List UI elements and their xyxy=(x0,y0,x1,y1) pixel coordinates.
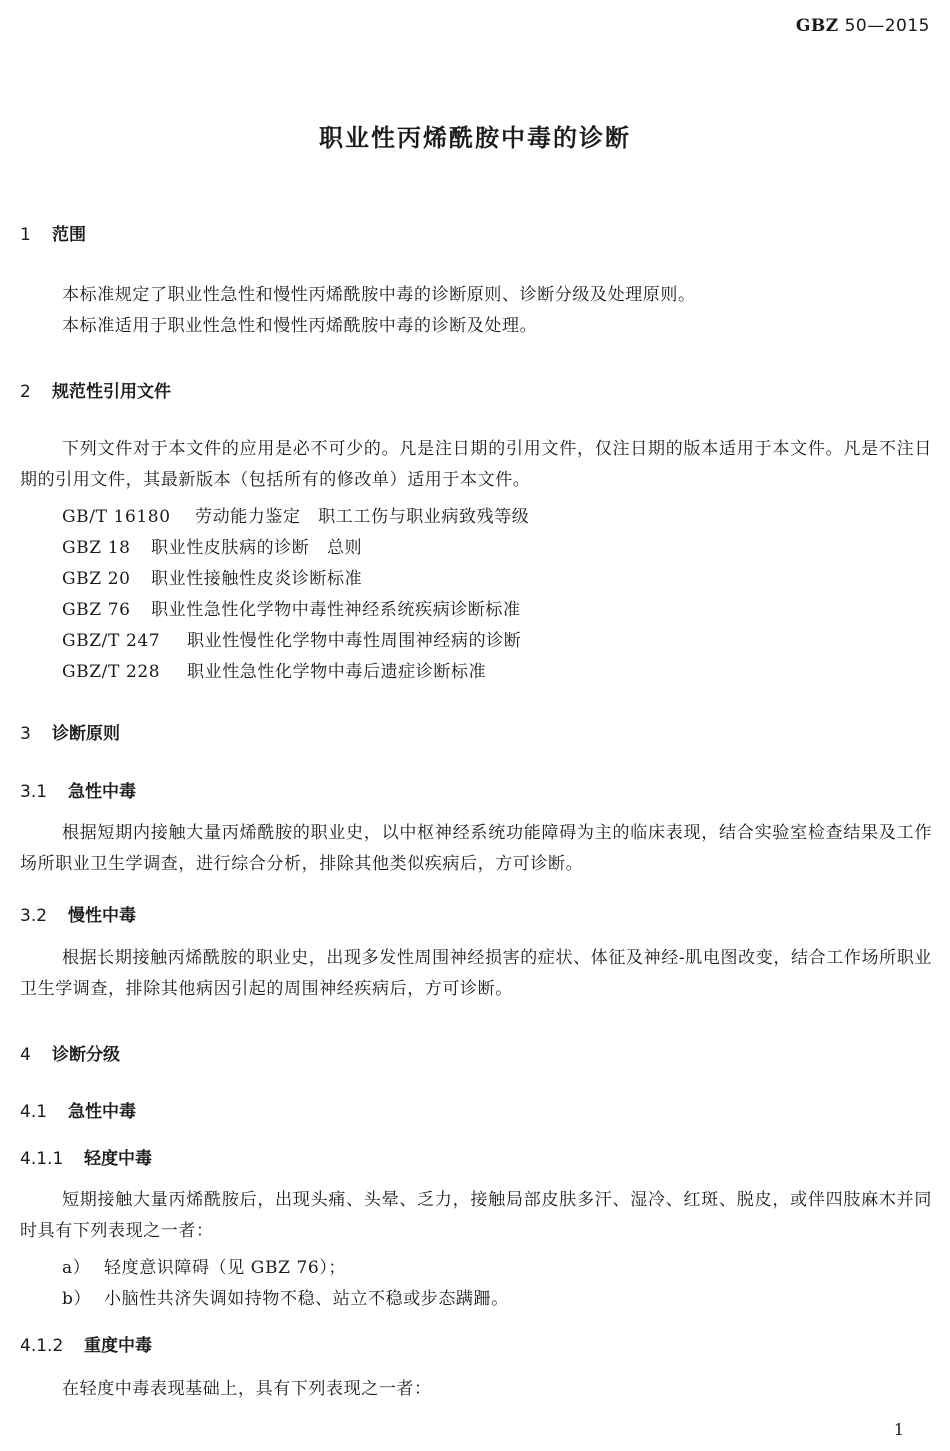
header-standard-code: GBZ xyxy=(795,16,839,36)
reference-item xyxy=(62,657,486,682)
reference-item xyxy=(62,502,529,527)
section-number: 4.1.2 xyxy=(20,1336,64,1356)
section-4-heading xyxy=(20,1040,120,1065)
section-3-heading xyxy=(20,719,120,744)
reference-code: GBZ 20 xyxy=(62,569,131,589)
list-item xyxy=(62,1284,509,1309)
section-number: 3 xyxy=(20,724,31,744)
list-text: 轻度意识障碍（见 GBZ 76）； xyxy=(104,1258,347,1278)
reference-code: GBZ/T 228 xyxy=(62,662,161,682)
section-number: 2 xyxy=(20,382,31,402)
subsection-3-1-heading xyxy=(20,777,136,802)
severe-poisoning-paragraph: 在轻度中毒表现基础上，具有下列表现之一者： xyxy=(62,1379,432,1399)
section-title: 重度中毒 xyxy=(84,1336,152,1356)
reference-title: 职业性皮肤病的诊断 总则 xyxy=(151,538,363,558)
section-number: 4 xyxy=(20,1045,31,1065)
section-number: 1 xyxy=(20,225,31,245)
subsection-4-1-1-heading xyxy=(20,1144,152,1169)
reference-item xyxy=(62,626,521,651)
reference-item xyxy=(62,564,362,589)
scope-paragraph-2: 本标准适用于职业性急性和慢性丙烯酰胺中毒的诊断及处理。 xyxy=(62,316,538,336)
section-title: 规范性引用文件 xyxy=(52,382,171,402)
list-item xyxy=(62,1253,346,1278)
section-number: 3.2 xyxy=(20,906,48,926)
reference-title: 职业性急性化学物中毒后遗症诊断标准 xyxy=(187,662,487,682)
chronic-principle-paragraph: 根据长期接触丙烯酰胺的职业史，出现多发性周围神经损害的症状、体征及神经-肌电图改变，结合工作场所职业卫生学调查，排除其他病因引起的周围神经疾病后，方可诊断。 xyxy=(20,948,932,999)
section-number: 3.1 xyxy=(20,782,48,802)
section-2-heading xyxy=(20,377,171,402)
section-title: 范围 xyxy=(52,225,86,245)
page-number: 1 xyxy=(893,1420,904,1439)
header-standard-number: 50—2015 xyxy=(844,16,930,36)
reference-title: 劳动能力鉴定 职工工伤与职业病致残等级 xyxy=(195,507,530,527)
reference-title: 职业性接触性皮炎诊断标准 xyxy=(151,569,363,589)
reference-title: 职业性慢性化学物中毒性周围神经病的诊断 xyxy=(187,631,522,651)
running-header xyxy=(796,16,930,36)
mild-poisoning-paragraph: 短期接触大量丙烯酰胺后，出现头痛、头晕、乏力，接触局部皮肤多汗、湿冷、红斑、脱皮，或伴四肢麻木并同时具有下列表现之一者： xyxy=(20,1190,932,1241)
list-marker: a） xyxy=(62,1258,91,1278)
scope-paragraph-1: 本标准规定了职业性急性和慢性丙烯酰胺中毒的诊断原则、诊断分级及处理原则。 xyxy=(62,285,696,305)
section-1-heading xyxy=(20,220,86,245)
subsection-3-2-heading xyxy=(20,901,136,926)
reference-item xyxy=(62,595,521,620)
section-title: 急性中毒 xyxy=(68,782,136,802)
list-marker: b） xyxy=(62,1289,92,1309)
section-title: 诊断分级 xyxy=(52,1045,120,1065)
reference-item xyxy=(62,533,362,558)
reference-code: GBZ 76 xyxy=(62,600,131,620)
section-title: 诊断原则 xyxy=(52,724,120,744)
acute-principle-paragraph: 根据短期内接触大量丙烯酰胺的职业史，以中枢神经系统功能障碍为主的临床表现，结合实验室检查结果及工作场所职业卫生学调查，进行综合分析，排除其他类似疾病后，方可诊断。 xyxy=(20,823,932,874)
reference-title: 职业性急性化学物中毒性神经系统疾病诊断标准 xyxy=(151,600,521,620)
section-number: 4.1.1 xyxy=(20,1149,64,1169)
reference-code: GBZ/T 247 xyxy=(62,631,161,651)
document-title: 职业性丙烯酰胺中毒的诊断 xyxy=(319,124,631,152)
reference-code: GBZ 18 xyxy=(62,538,131,558)
references-intro-paragraph: 下列文件对于本文件的应用是必不可少的。凡是注日期的引用文件，仅注日期的版本适用于本文件。凡是不注日期的引用文件，其最新版本（包括所有的修改单）适用于本文件。 xyxy=(20,439,932,490)
section-number: 4.1 xyxy=(20,1102,48,1122)
section-title: 轻度中毒 xyxy=(84,1149,152,1169)
section-title: 急性中毒 xyxy=(68,1102,136,1122)
list-text: 小脑性共济失调如持物不稳、站立不稳或步态蹒跚。 xyxy=(104,1289,509,1309)
section-title: 慢性中毒 xyxy=(68,906,136,926)
reference-code: GB/T 16180 xyxy=(62,507,171,527)
subsection-4-1-heading xyxy=(20,1097,136,1122)
subsection-4-1-2-heading xyxy=(20,1331,152,1356)
